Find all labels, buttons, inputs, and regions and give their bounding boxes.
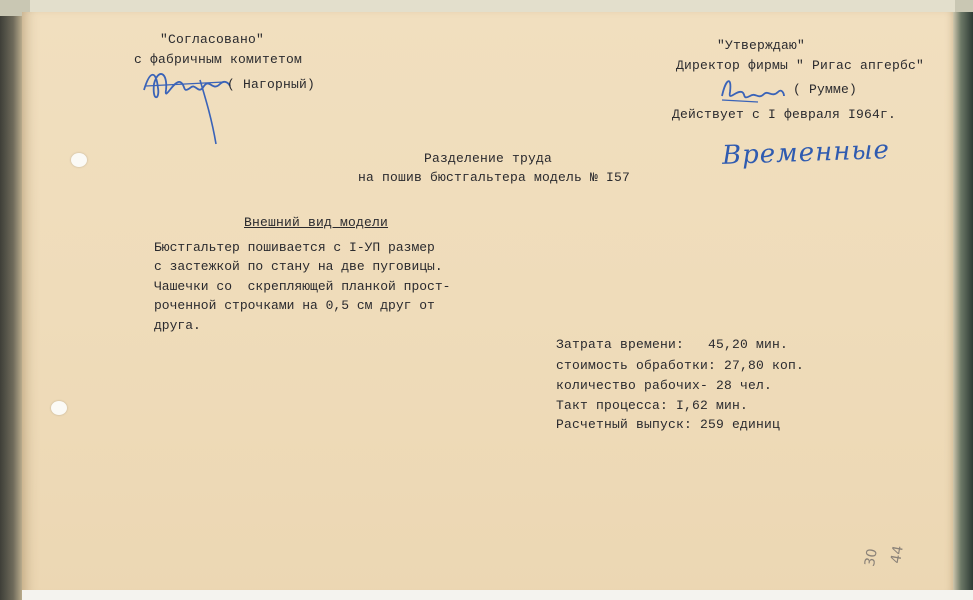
director-name: ( Румме)	[793, 82, 858, 97]
director-line: Директор фирмы " Ригас апгербс"	[676, 58, 925, 73]
book-left-edge	[0, 16, 22, 600]
stat-output: Расчетный выпуск: 259 единиц	[556, 417, 781, 432]
effective-date: Действует с I февраля I964г.	[672, 107, 897, 122]
committee-line: с фабричным комитетом	[134, 52, 303, 67]
section-heading: Внешний вид модели	[244, 215, 389, 230]
handwritten-temporary-note: Временные	[721, 135, 891, 171]
stat-cost: стоимость обработки: 27,80 коп.	[556, 358, 805, 373]
description-line: друга.	[154, 318, 201, 333]
punch-hole-bottom	[51, 401, 67, 415]
punch-hole-top	[71, 153, 87, 167]
committee-name: ( Нагорный)	[227, 77, 316, 92]
document-subtitle: на пошив бюстгальтера модель № I57	[358, 170, 631, 185]
page-bottom-edge	[22, 590, 973, 600]
description-line: роченной строчками на 0,5 см друг от	[154, 298, 435, 313]
page-number: 30	[862, 547, 881, 568]
approved-title: "Согласовано"	[160, 32, 265, 47]
director-signature	[718, 72, 788, 112]
description-line: Чашечки со скрепляющей планкой прост-	[154, 279, 451, 294]
description-line: Бюстгальтер пошивается с I-УП размер	[154, 240, 435, 255]
description-line: с застежкой по стану на две пуговицы.	[154, 259, 443, 274]
committee-signature	[140, 60, 240, 154]
book-right-edge	[953, 12, 973, 600]
approve-title: "Утверждаю"	[717, 38, 806, 53]
archive-mark: 44	[888, 544, 907, 565]
stat-workers: количество рабочих- 28 чел.	[556, 378, 773, 393]
document-title: Разделение труда	[424, 151, 553, 166]
stat-takt: Такт процесса: I,62 мин.	[556, 398, 749, 413]
stat-time: Затрата времени: 45,20 мин.	[556, 337, 789, 352]
